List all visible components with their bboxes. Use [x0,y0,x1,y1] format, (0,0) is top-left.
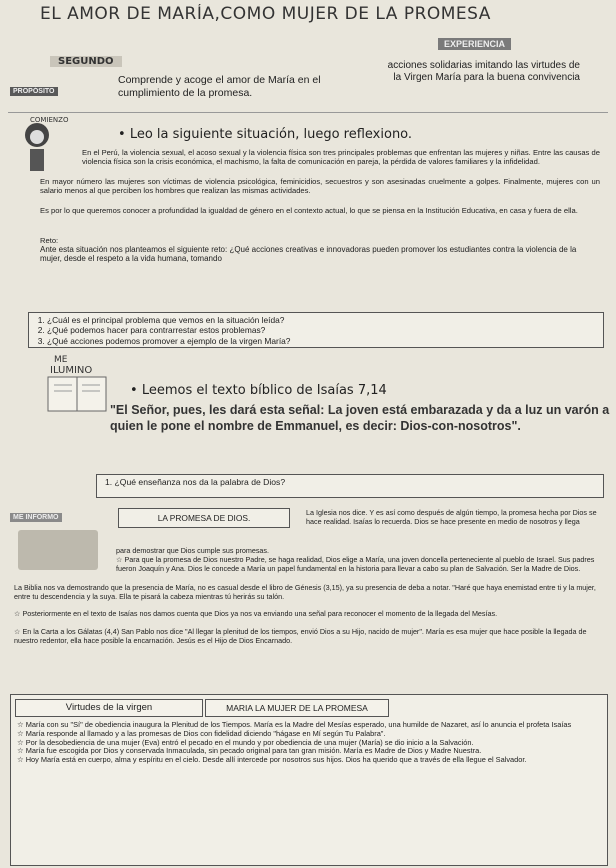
situation-paragraph-2: En mayor número las mujeres son víctimas de violencia psicológica, feminicidios, secuestros y son asesinadas cruelmente a golpes. Finalmente, mujeres con un salario menos al que perciben los hombres que realizan las mismas actividades. [40,177,600,196]
illuminate-label: ILUMINO [50,365,93,376]
question-1: 1. ¿Cuál es el principal problema que vemos en la situación leída? [47,315,599,325]
promise-line-5-text: En la Carta a los Gálatas (4,4) San Pablo nos dice "Al llegar la plenitud de los tiempos, envió Dios a su Hijo, nacido de mujer". María es esa mujer que hace posible la llegada de nuestro redentor, ella hace posible la encarnación. Jesús es el Hijo de Dios Encarnado. [14,627,587,645]
situation-paragraph-1: En el Perú, la violencia sexual, el acoso sexual y la violencia física son tres principales problemas que enfrentan las mujeres y niñas. Entre las causas de violencia física son la crisis económica, el machismo, la falta de comunicación en pareja, la pérdida de valores familiares y la infidelidad. [82,148,600,167]
divider [8,112,608,113]
promise-line-2-text: Para que la promesa de Dios nuestro Padre, se haga realidad, Dios elige a María, una joven doncella perteneciente al pueblo de Israel. Sus padres fueron Joaquín y Ana. Dios le concede a María un papel fundamental en la historia para llevar a cabo su plan de Salvación. Ser la Madre de Dios. [116,555,595,573]
virtues-box [10,694,608,866]
virtue-text: Por la desobediencia de una mujer (Eva) entró el pecado en el mundo y por obediencia de una mujer (María) se dio inicio a la Salvación. [25,737,474,747]
purpose-text: Comprende y acoge el amor de María en el cumplimiento de la promesa. [118,74,321,99]
promise-line-1: para demostrar que Dios cumple sus promesas. [116,546,270,555]
grade-label: SEGUNDO [50,56,122,67]
challenge-label: Reto: [40,236,59,245]
question-2: 2. ¿Qué podemos hacer para contrarrestar estos problemas? [47,325,599,335]
isaiah-quote: "El Señor, pues, les dará esta señal: La joven está embarazada y da a luz un varón a quien le pone el nombre de Emmanuel, es decir: Dios-con-nosotros". [110,403,610,433]
church-text: La Iglesia nos dice. Y es así como después de algún tiempo, la promesa hecha por Dios se hace realidad. Isaías lo recuerda. Dios se hace presente en medio de nosotros y llega [306,508,597,526]
virtues-title-box [15,699,203,717]
illuminate-bullet: • Leemos el texto bíblico de Isaías 7,14 [130,383,387,398]
promise-title: LA PROMESA DE DIOS. [157,513,251,523]
question-3: 3. ¿Qué acciones podemos promover a ejemplo de la virgen María? [47,336,599,346]
questions-box [28,312,604,348]
experience-label: EXPERIENCIA [438,38,511,50]
woman-promise-title: MARIA LA MUJER DE LA PROMESA [226,703,368,713]
virtues-list [17,721,601,765]
teaching-question-box [96,474,604,498]
promise-line-4-text: Posteriormente en el texto de Isaías nos damos cuenta que Dios ya nos va enviando una señal para reconocer el momento de la llegada del Mesías. [22,609,498,618]
promise-line-2: ☆ Para que la promesa de Dios nuestro Padre, se haga realidad, Dios elige a María, una joven doncella perteneciente al pueblo de Israel. Sus padres fueron Joaquín y Ana. Dios le concede a María un papel fundamental en la historia para llevar a cabo su plan de Salvación. Ser la Madre de Dios. [116,555,595,573]
virtue-text: María responde al llamado y a las promesas de Dios con fidelidad diciendo "hágase en Mí según Tu Palabra". [25,728,386,738]
purpose-label: PROPÓSITO [10,87,58,96]
virtue-item: ☆ María con su "Sí" de obediencia inaugura la Plenitud de los Tiempos. María es la Madre del Mesías esperado, una humilde de Nazaret, así lo anuncia el profeta Isaías [17,720,572,729]
girl-icon [18,117,56,177]
bible-illustration [44,371,110,417]
virtue-text: María fue escogida por Dios y conservada Inmaculada, sin pecado original para tan gran misión. María es Madre de Dios y Madre Nuestra. [25,746,482,756]
girl-illustration [18,117,56,177]
promise-line-3: La Biblia nos va demostrando que la presencia de María, no es casual desde el libro de Génesis (3,15), ya su presencia de deba a notar. "Haré que haya enemistad entre ti y la mujer, entre tu descendencia y la suya. Ella te pisará la cabeza mientras tú herirás su talón. [14,583,596,601]
promise-line-5: ☆ En la Carta a los Gálatas (4,4) San Pablo nos dice "Al llegar la plenitud de los tiempos, envió Dios a su Hijo, nacido de mujer". María es esa mujer que hace posible la llegada de nuestro redentor, ella hace posible la encarnación. Jesús es el Hijo de Dios Encarnado. [14,627,587,645]
bible-icon [44,371,110,417]
woman-promise-title-box [205,699,389,717]
virtue-item: ☆ Hoy María está en cuerpo, alma y espíritu en el cielo. Desde allí intercede por nosotros sus hijos. Dios ha querido que a través de ella llegue el Salvador. [17,755,527,765]
situation-paragraph-3: Es por lo que queremos conocer a profundidad la igualdad de género en el contexto actual, lo que se piensa en la Institución Educativa, en casa y fuera de ella. [40,206,578,215]
page-title: EL AMOR DE MARÍA,COMO MUJER DE LA PROMESA [40,4,491,24]
virtue-item: ☆ María fue escogida por Dios y conservada Inmaculada, sin pecado original para tan gran misión. María es Madre de Dios y Madre Nuestra. [17,746,482,756]
people-illustration [18,530,98,570]
inform-label: ME INFORMO [10,513,62,522]
virtue-item: ☆ María responde al llamado y a las promesas de Dios con fidelidad diciendo "hágase en Mí según Tu Palabra". [17,728,386,738]
illuminate-bullet-text: Leemos el texto bíblico de Isaías 7,14 [141,383,387,398]
promise-line-4: ☆ Posteriormente en el texto de Isaías nos damos cuenta que Dios ya nos va enviando una señal para reconocer el momento de la llegada del Mesías. [14,609,498,618]
start-label: COMIENZO [30,116,69,124]
promise-title-box [118,508,290,528]
start-bullet-text: Leo la siguiente situación, luego reflexiono. [129,127,413,142]
virtue-item: ☆ Por la desobediencia de una mujer (Eva) entró el pecado en el mundo y por obediencia de una mujer (María) se dio inicio a la Salvación. [17,737,474,747]
experience-text: acciones solidarias imitando las virtudes de la Virgen María para la buena convivencia [387,60,580,83]
challenge-text: Ante esta situación nos planteamos el siguiente reto: ¿Qué acciones creativas e innovadoras pueden promover los estudiantes contra la violencia de la mujer, desde el respeto a la vida humana, tomando [40,245,577,264]
virtue-text: María con su "Sí" de obediencia inaugura la Plenitud de los Tiempos. María es la Madre del Mesías esperado, una humilde de Nazaret, así lo anuncia el profeta Isaías [25,720,572,729]
virtue-text: Hoy María está en cuerpo, alma y espíritu en el cielo. Desde allí intercede por nosotros sus hijos. Dios ha querido que a través de ella llegue el Salvador. [25,755,527,765]
teaching-question: 1. ¿Qué enseñanza nos da la palabra de Dios? [105,477,286,487]
illuminate-label-me: ME [54,355,68,365]
start-bullet: • Leo la siguiente situación, luego reflexiono. [118,127,413,142]
virtues-title: Virtudes de la virgen [65,702,153,713]
